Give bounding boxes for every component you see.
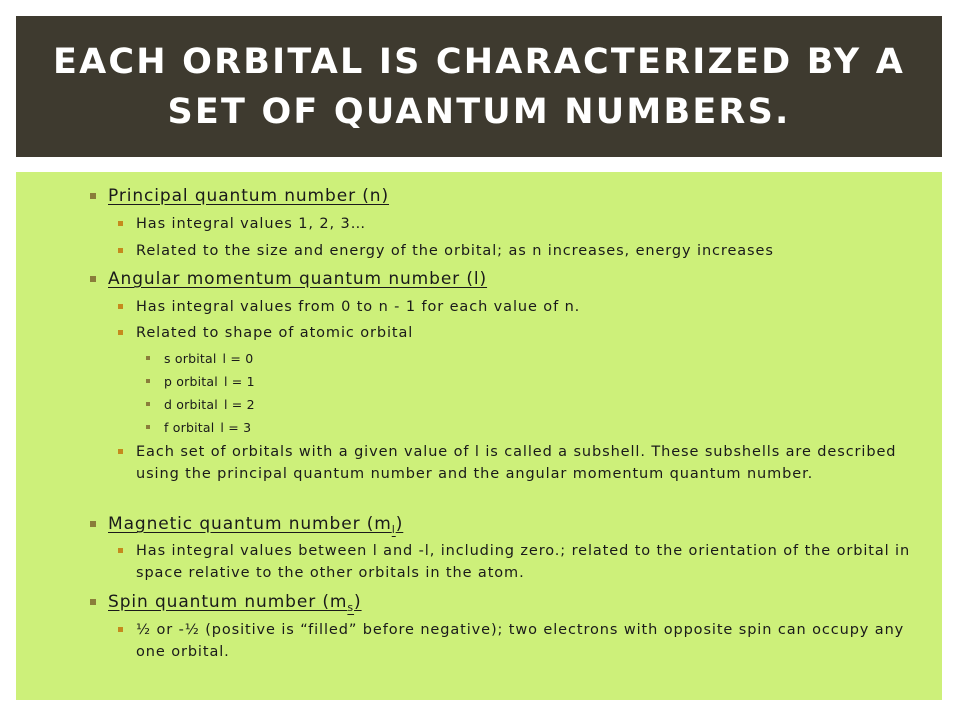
bullet-marker <box>118 627 123 632</box>
magnetic-heading-subscript: l <box>391 523 396 536</box>
bullet-marker <box>90 521 96 527</box>
spin-heading <box>108 592 362 612</box>
bullet-marker <box>146 356 150 360</box>
list-item-text: Has integral values 1, 2, 3… <box>136 216 367 232</box>
orbital-item <box>146 348 254 370</box>
list-item <box>118 441 908 485</box>
list-item-text: Each set of orbitals with a given value of l is called a subshell. These subshells are described using the principal quantum number and the angular momentum quantum number. <box>136 444 897 482</box>
bullet-marker <box>118 330 123 335</box>
bullet-marker <box>118 248 123 253</box>
orbital-name: d orbital <box>164 397 218 412</box>
bullet-marker <box>90 276 96 282</box>
bullet-marker <box>146 402 150 406</box>
list-item <box>118 322 908 344</box>
spin-heading-subscript: s <box>347 601 355 614</box>
spin-heading-close: ) <box>354 592 362 612</box>
orbital-value: l = 1 <box>223 374 255 389</box>
list-item <box>118 296 908 318</box>
orbital-item <box>146 417 252 439</box>
angular-heading: Angular momentum quantum number (l) <box>108 269 488 289</box>
bullet-marker <box>146 379 150 383</box>
principal-heading: Principal quantum number (n) <box>108 186 389 206</box>
spin-heading-text: Spin quantum number (m <box>108 592 348 612</box>
list-item <box>118 240 908 262</box>
list-item-text: Has integral values from 0 to n - 1 for each value of n. <box>136 299 581 315</box>
magnetic-heading-item <box>90 513 404 541</box>
list-item-text: Has integral values between l and -l, including zero.; related to the orientation of the orbital in space relative to the other orbitals in the atom. <box>136 543 911 581</box>
bullet-marker <box>118 221 123 226</box>
list-item <box>118 213 908 235</box>
list-item <box>118 540 911 584</box>
spin-heading-item <box>90 591 362 619</box>
orbital-name: s orbital <box>164 351 217 366</box>
orbital-value: l = 0 <box>222 351 254 366</box>
bullet-marker <box>90 599 96 605</box>
orbital-value: l = 3 <box>220 420 252 435</box>
orbital-value: l = 2 <box>223 397 255 412</box>
angular-heading-item <box>90 268 488 290</box>
principal-heading-item <box>90 185 389 207</box>
magnetic-heading-text: Magnetic quantum number (m <box>108 514 392 534</box>
bullet-marker <box>146 425 150 429</box>
bullet-marker <box>118 548 123 553</box>
orbital-name: p orbital <box>164 374 218 389</box>
list-item-text: ½ or -½ (positive is “filled” before negative); two electrons with opposite spin can occupy any one orbital. <box>136 622 905 660</box>
list-item-text: Related to the size and energy of the orbital; as n increases, energy increases <box>136 243 774 259</box>
bullet-marker <box>118 304 123 309</box>
list-item <box>118 619 908 663</box>
orbital-item <box>146 394 255 416</box>
bullet-marker <box>118 449 123 454</box>
orbital-item <box>146 371 255 393</box>
list-item-text: Related to shape of atomic orbital <box>136 325 414 341</box>
bullet-marker <box>90 193 96 199</box>
magnetic-heading <box>108 514 403 534</box>
magnetic-heading-close: ) <box>395 514 404 534</box>
orbital-name: f orbital <box>164 420 215 435</box>
title-bar <box>16 16 942 157</box>
slide-title: EACH ORBITAL IS CHARACTERIZED BY A SET OF QUANTUM NUMBERS. <box>53 41 905 132</box>
